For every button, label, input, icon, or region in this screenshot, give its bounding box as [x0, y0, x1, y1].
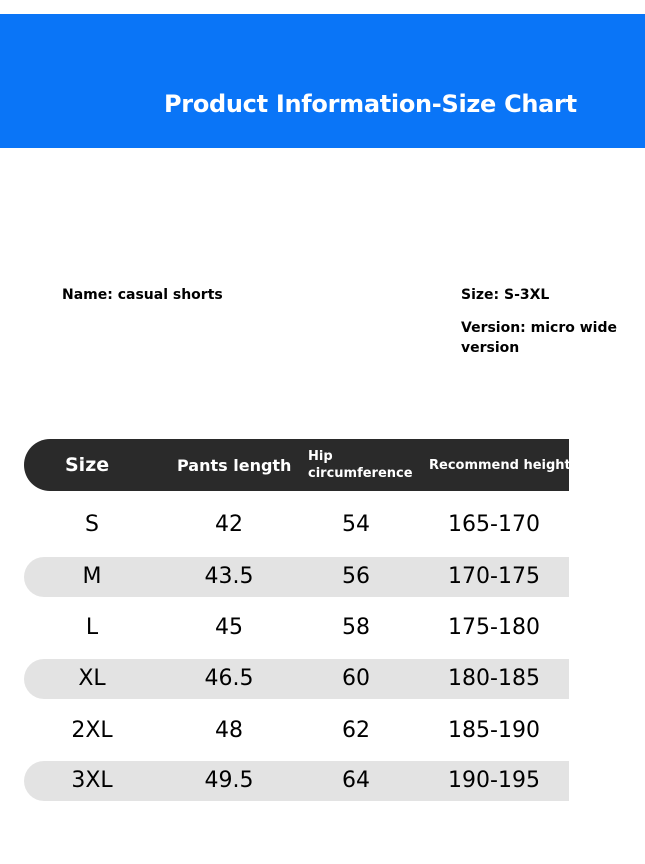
cell-size: L — [85, 615, 99, 640]
cell-pants-length: 49.5 — [204, 768, 254, 793]
cell-size: S — [85, 512, 99, 537]
cell-pants-length: 42 — [215, 512, 243, 537]
cell-hip: 64 — [342, 768, 370, 793]
table-header — [24, 439, 569, 491]
cell-hip: 54 — [342, 512, 370, 537]
version-info: Version: micro wide version — [461, 320, 617, 356]
cell-hip: 60 — [342, 666, 370, 691]
cell-height: 170-175 — [448, 564, 540, 589]
table-row — [24, 608, 569, 648]
page-title: Product Information-Size Chart — [164, 90, 577, 118]
header-recommend-height: Recommend height — [429, 457, 571, 473]
size-range: Size: S-3XL — [461, 287, 550, 303]
table-row — [24, 711, 569, 751]
cell-size: M — [82, 564, 102, 589]
table-row — [24, 505, 569, 545]
header-hip-circumference: Hip circumference — [308, 449, 413, 481]
product-name: Name: casual shorts — [62, 287, 223, 303]
cell-pants-length: 46.5 — [204, 666, 254, 691]
cell-hip: 58 — [342, 615, 370, 640]
cell-height: 190-195 — [448, 768, 540, 793]
cell-height: 175-180 — [448, 615, 540, 640]
cell-height: 185-190 — [448, 718, 540, 743]
table-row — [24, 659, 569, 699]
cell-size: 2XL — [71, 718, 113, 743]
size-chart-table — [24, 439, 571, 793]
cell-hip: 56 — [342, 564, 370, 589]
cell-size: XL — [78, 666, 106, 691]
table-row — [24, 557, 569, 597]
header-pants-length: Pants length — [177, 455, 292, 475]
cell-height: 165-170 — [448, 512, 540, 537]
cell-size: 3XL — [71, 768, 113, 793]
cell-pants-length: 43.5 — [204, 564, 254, 589]
header-banner — [0, 14, 645, 148]
header-size: Size — [65, 454, 110, 476]
table-row — [24, 761, 569, 801]
cell-height: 180-185 — [448, 666, 540, 691]
cell-pants-length: 45 — [215, 615, 243, 640]
cell-pants-length: 48 — [215, 718, 243, 743]
cell-hip: 62 — [342, 718, 370, 743]
